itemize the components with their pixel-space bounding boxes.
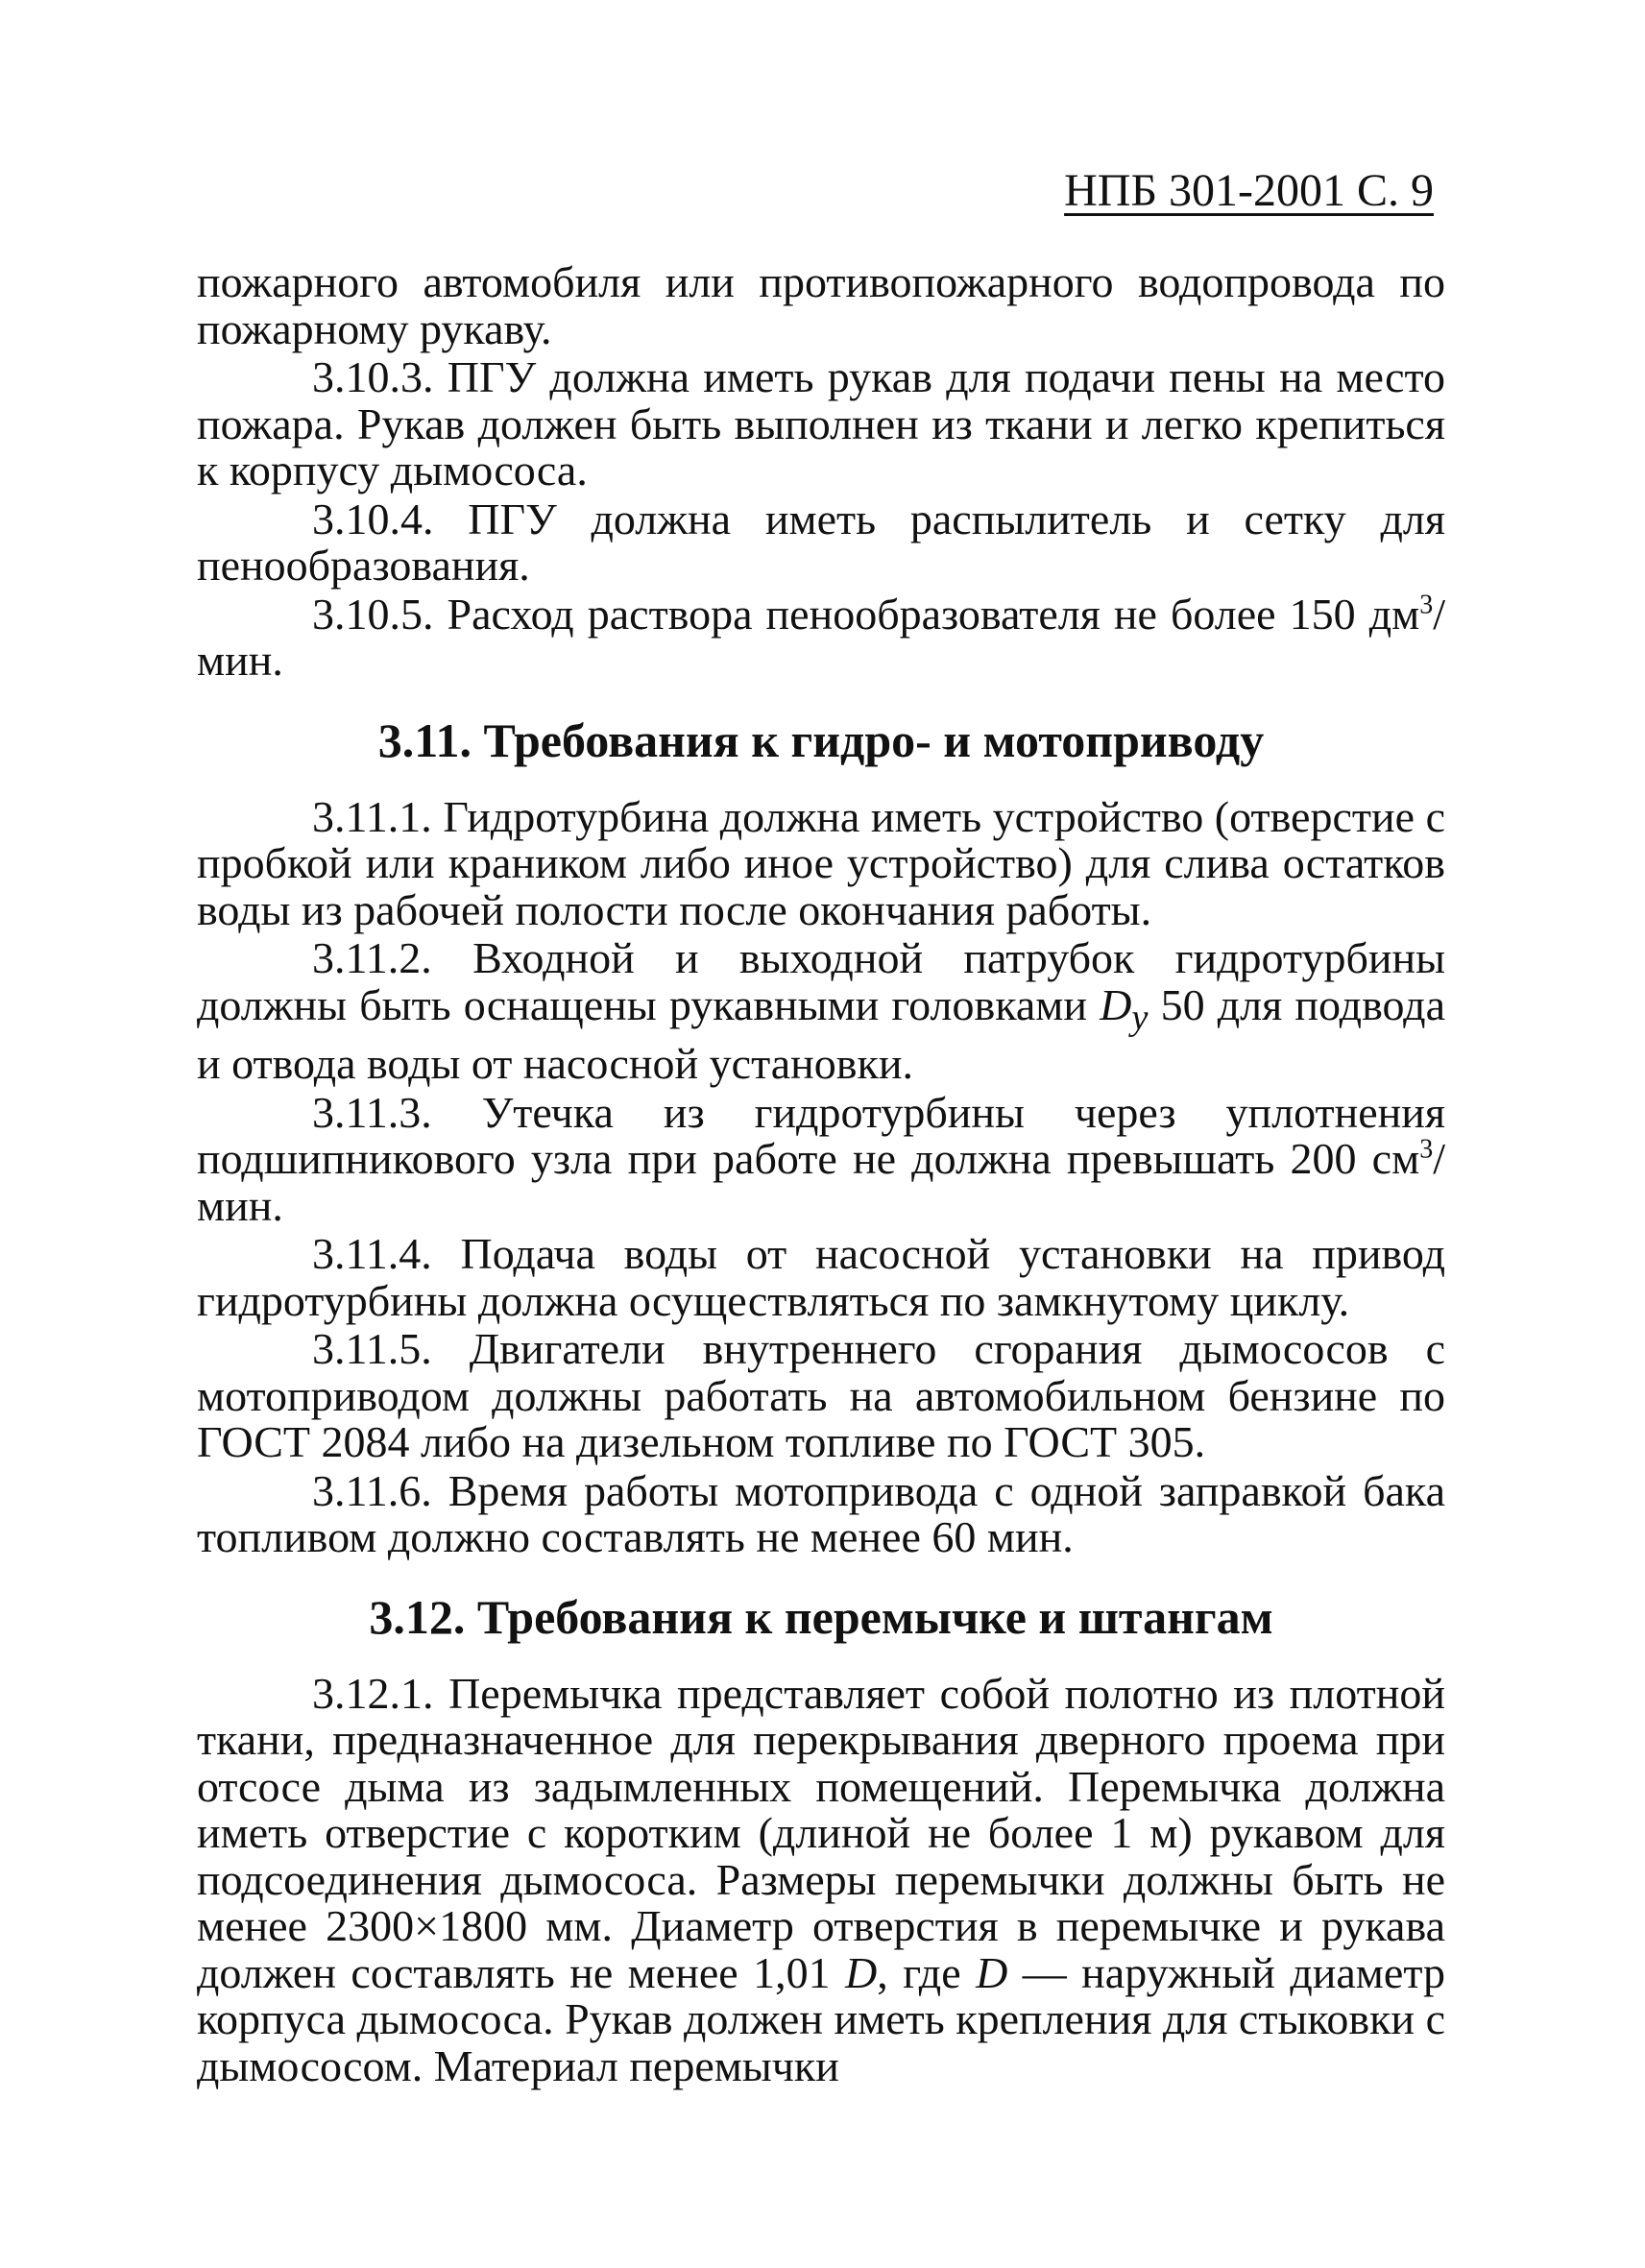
symbol-d: D xyxy=(1100,979,1132,1029)
page-header: НПБ 301-2001 С. 9 xyxy=(1064,165,1434,216)
section-heading-3-12: 3.12. Требования к перемычке и штангам xyxy=(369,1589,1273,1644)
paragraph-3-12-1-text: 3.12.1. Перемычка представляет собой полотно из плотной ткани, предназначенное для перекрывания дверного проема при отсосе дыма из задымленных помещений. Перемычка должна иметь отверстие с коротким (длиной не более 1 м) рукавом для подсоединения дымососа. Размеры перемычки должны быть не менее 2300×1800 мм. Диаметр отверстия в перемычке и рукава должен составлять не менее 1,01 xyxy=(197,1668,1445,1997)
paragraph-3-12-1-rest: — наружный диаметр корпуса дымососа. Рукав должен иметь крепления для стыковки с дымососом. Материал перемычки xyxy=(197,1947,1445,2090)
paragraph-3-11-4: 3.11.4. Подача воды от насосной установки на привод гидротурбины должна осуществляться по замкнутому циклу. xyxy=(197,1229,1445,1325)
paragraph-3-11-5: 3.11.5. Двигатели внутреннего сгорания дымососов с мотоприводом должны работать на автомобильном бензине по ГОСТ 2084 либо на дизельном топливе по ГОСТ 305. xyxy=(197,1324,1445,1467)
paragraph-continuation: пожарного автомобиля или противопожарного водопровода по пожарному рукаву. xyxy=(197,257,1445,353)
paragraph-3-10-5-unit: /мин. xyxy=(197,589,1445,685)
superscript-cubic: 3 xyxy=(1419,590,1434,620)
superscript-cubic: 3 xyxy=(1419,1134,1434,1165)
paragraph-3-10-5-text: 3.10.5. Расход раствора пенообразователя не более 150 дм xyxy=(312,589,1420,639)
paragraph-3-11-1: 3.11.1. Гидротурбина должна иметь устройство (отверстие с пробкой или краником либо иное устройство) для слива остатков воды из рабочей полости после окончания работы. xyxy=(197,791,1445,934)
paragraph-3-12-1 xyxy=(197,1668,1445,2090)
paragraph-3-11-3 xyxy=(197,1087,1445,1230)
paragraph-3-10-4: 3.10.4. ПГУ должна иметь распылитель и сетку для пенообразования. xyxy=(197,494,1445,590)
symbol-d: D xyxy=(976,1947,1008,1997)
paragraph-3-10-3: 3.10.3. ПГУ должна иметь рукав для подачи пены на место пожара. Рукав должен быть выполнен из ткани и легко крепиться к корпусу дымососа. xyxy=(197,352,1445,495)
paragraph-3-12-1-mid: , где xyxy=(877,1947,977,1997)
section-heading-3-11: 3.11. Требования к гидро- и мотоприводу xyxy=(377,712,1265,767)
symbol-d: D xyxy=(845,1947,878,1997)
paragraph-3-10-5 xyxy=(197,591,1445,685)
paragraph-3-11-2-rest: 50 для подвода и отвода воды от насосной установки. xyxy=(197,979,1445,1089)
page-content xyxy=(197,259,1445,2091)
subscript-y: y xyxy=(1131,997,1149,1038)
paragraph-3-11-3-unit: /мин. xyxy=(197,1134,1445,1230)
paragraph-3-11-3-text: 3.11.3. Утечка из гидротурбины через уплотнения подшипникового узла при работе не должна превышать 200 см xyxy=(197,1087,1445,1184)
paragraph-3-11-2-text: 3.11.2. Входной и выходной патрубок гидротурбины должны быть оснащены рукавными головками xyxy=(197,933,1445,1029)
paragraph-3-11-6: 3.11.6. Время работы мотопривода с одной заправкой бака топливом должно составлять не менее 60 мин. xyxy=(197,1465,1445,1562)
paragraph-3-11-2 xyxy=(197,935,1445,1088)
